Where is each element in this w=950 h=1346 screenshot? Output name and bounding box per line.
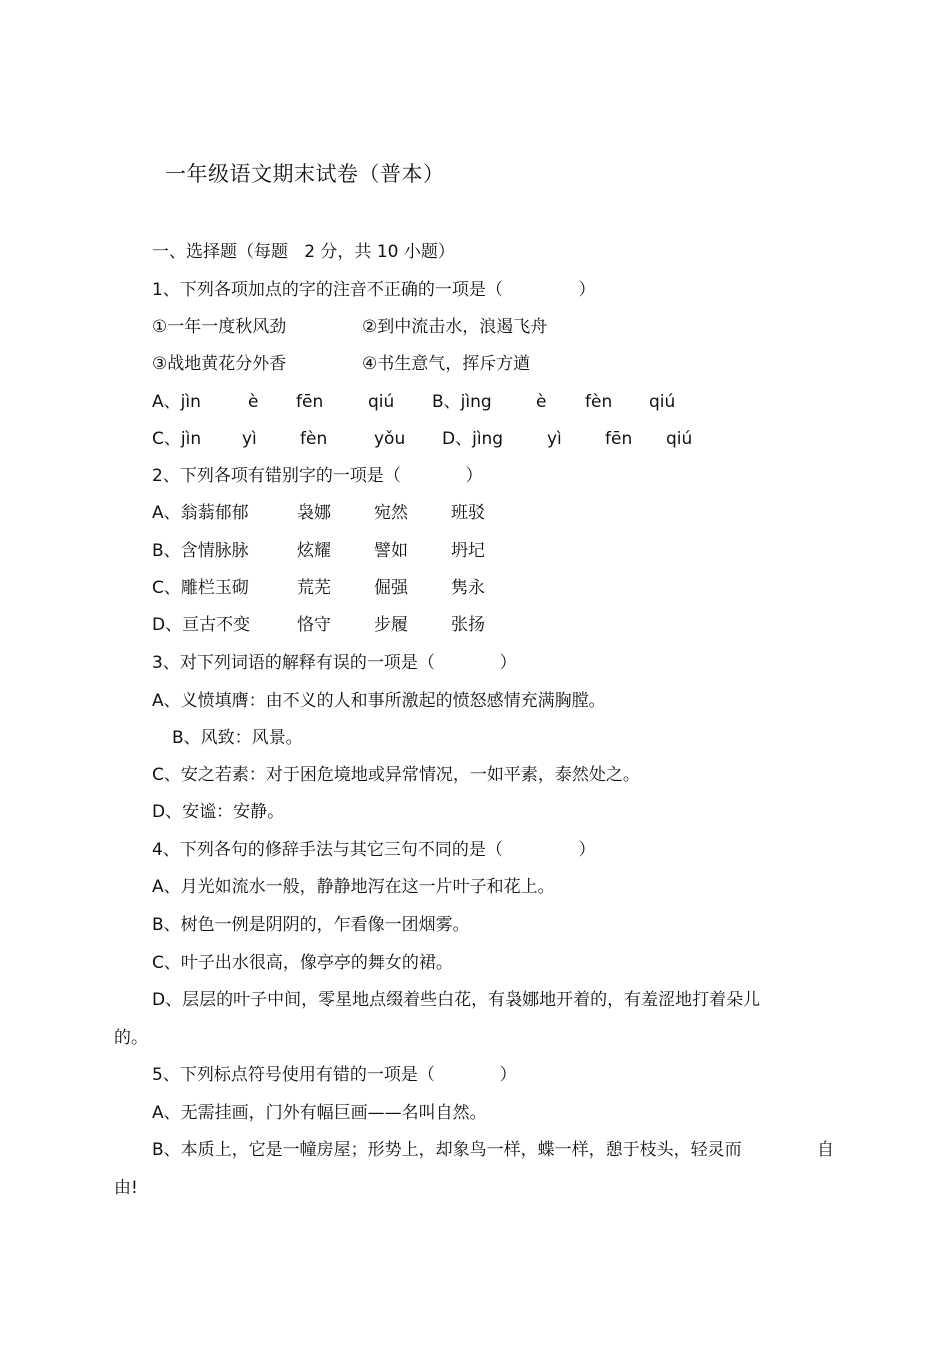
word: 譬如 [374,541,408,561]
question-3-option-d: D、安谧：安静。 [152,802,285,822]
pinyin: C、jìn [152,429,202,449]
question-5-stem: 5、下列标点符号使用有错的一项是（ ） [152,1065,517,1085]
word: C、雕栏玉砌 [152,578,249,598]
pinyin: è [248,392,259,412]
word: A、翁蓊郁郁 [152,503,249,523]
question-1-line-2 [152,353,852,375]
question-2-stem: 2、下列各项有错别字的一项是（ ） [152,466,483,486]
word: 袅娜 [297,503,331,523]
question-1-stem: 1、下列各项加点的字的注音不正确的一项是（ ） [152,280,596,300]
question-3-stem: 3、对下列词语的解释有误的一项是（ ） [152,653,517,673]
pinyin: è [536,392,547,412]
question-3-option-b: B、风致：风景。 [172,728,303,748]
pinyin: qiú [368,392,395,412]
question-4-stem: 4、下列各句的修辞手法与其它三句不同的是（ ） [152,840,596,860]
pinyin: qiú [649,392,676,412]
question-5-option-b-end: 自 [817,1140,834,1160]
question-2-option-d [152,614,852,636]
poem-line: ②到中流击水，浪遏飞舟 [362,317,548,337]
pinyin: fēn [605,429,633,449]
question-1-option-d [442,428,852,450]
question-2-option-c [152,577,852,599]
word: 班驳 [451,503,485,523]
poem-line: ①一年一度秋风劲 [152,317,287,337]
question-5-option-b: B、本质上，它是一幢房屋；形势上，却象鸟一样，蝶一样，憩于枝头，轻灵而 [152,1140,742,1160]
page-title: 一年级语文期末试卷（普本） [165,162,445,186]
section-heading: 一、选择题（每题 2 分，共 10 小题） [152,242,455,262]
pinyin: qiú [666,429,693,449]
word: 炫耀 [297,541,331,561]
question-4-option-a: A、月光如流水一般，静静地泻在这一片叶子和花上。 [152,877,555,897]
word: 倔强 [374,578,408,598]
pinyin: A、jìn [152,392,201,412]
question-3-option-c: C、安之若素：对于困危境地或异常情况，一如平素，泰然处之。 [152,765,640,785]
question-4-option-d: D、层层的叶子中间，零星地点缀着些白花，有袅娜地开着的，有羞涩地打着朵儿 [152,990,761,1010]
pinyin: fèn [300,429,328,449]
poem-line: ③战地黄花分外香 [152,354,287,374]
word: D、亘古不变 [152,615,251,635]
poem-line: ④书生意气，挥斥方遒 [362,354,531,374]
question-4-option-b: B、树色一例是阴阴的，乍看像一团烟雾。 [152,915,470,935]
question-3-option-a: A、义愤填膺：由不义的人和事所激起的愤怒感情充满胸膛。 [152,691,606,711]
question-5-option-a: A、无需挂画，门外有幅巨画——名叫自然。 [152,1103,487,1123]
word: 恪守 [297,615,331,635]
question-2-option-a [152,502,852,524]
word: B、含情脉脉 [152,541,249,561]
word: 步履 [374,615,408,635]
question-4-option-c: C、叶子出水很高，像亭亭的舞女的裙。 [152,953,453,973]
pinyin: fēn [296,392,324,412]
pinyin: yì [242,429,257,449]
word: 宛然 [374,503,408,523]
pinyin: B、jìng [432,392,492,412]
question-2-option-b [152,540,852,562]
question-4-option-d-cont: 的。 [114,1028,148,1048]
word: 坍圮 [451,541,485,561]
word: 张扬 [451,615,485,635]
word: 隽永 [451,578,485,598]
question-1-option-b [432,391,852,413]
question-5-option-b-cont: 由! [114,1178,138,1198]
question-1-line-1 [152,316,852,338]
pinyin: yì [547,429,562,449]
pinyin: D、jìng [442,429,504,449]
pinyin: yǒu [374,429,406,449]
pinyin: fèn [585,392,613,412]
word: 荒芜 [297,578,331,598]
